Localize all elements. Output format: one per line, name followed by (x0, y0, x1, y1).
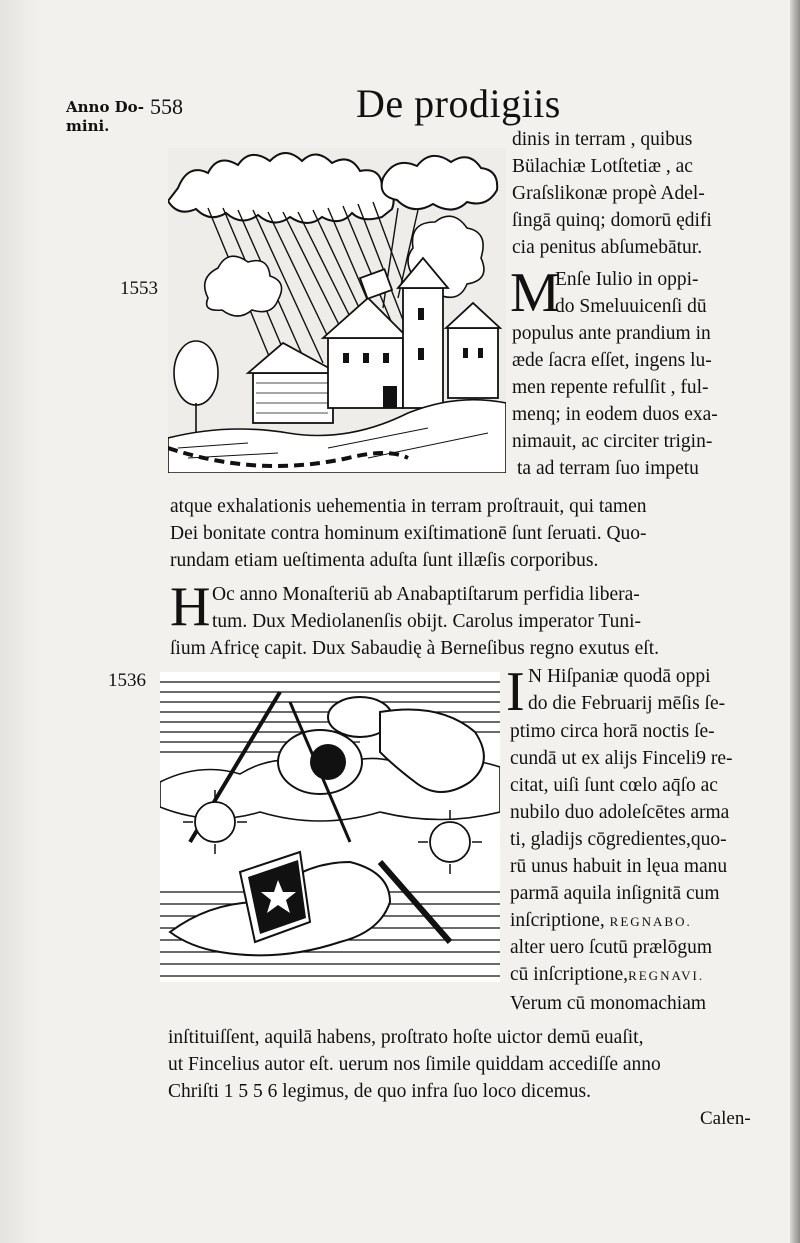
text-line: ſium Africę capit. Dux Sabaudię à Berneſibus regno exutus eſt. (170, 638, 659, 659)
text-line: Chriſti 1 5 5 6 legimus, de quo infra ſuo loco dicemus. (168, 1081, 591, 1102)
text-line: ti, gladijs cōgredientes,quo- (510, 829, 727, 850)
text-line: Enſe Iulio in oppi- (555, 269, 699, 290)
text-line: alter uero ſcutū prælōgum (510, 937, 712, 958)
text-line: do Smeluuicenſi dū (555, 296, 707, 317)
text-line: ſingā quinq; domorū ędifi (512, 210, 712, 231)
text-line: populus ante prandium in (512, 323, 711, 344)
text-line: Verum cū monomachiam (510, 993, 707, 1014)
margin-anno-line1: Anno Do- (66, 98, 144, 116)
text-line: ut Fincelius autor eſt. uerum nos ſimile quiddam accediſſe anno (168, 1054, 661, 1075)
margin-year-1553: 1553 (120, 278, 158, 299)
text-line: inſtituiſſent, aquilā habens, proſtrato hoſte uictor demū euaſit, (168, 1027, 644, 1048)
margin-year-1536: 1536 (108, 670, 146, 691)
text-line: menq; in eodem duos exa- (512, 404, 718, 425)
text-line: Graſslikonæ propè Adel- (512, 183, 705, 204)
page-edge (790, 0, 800, 1243)
text-line: ta ad terram ſuo impetu (517, 458, 699, 479)
inscription-regnabo: REGNABO. (609, 914, 692, 929)
armed-youths-in-sky-woodcut (160, 672, 500, 982)
text-line: men repente refulſit , ful- (512, 377, 709, 398)
text-line: cia penitus abſumebātur. (512, 237, 703, 258)
text-line: æde ſacra eſſet, ingens lu- (512, 350, 712, 371)
fire-from-sky-woodcut (168, 148, 506, 473)
dropcap-i: I (506, 661, 525, 723)
margin-anno-line2: mini. (66, 117, 110, 135)
text-line (510, 909, 692, 934)
text-span: inſcriptione, (510, 910, 605, 931)
inscription-regnavi: REGNAVI. (628, 968, 705, 983)
page-number: 558 (150, 94, 183, 119)
text-line: cundā ut ex alijs Finceli9 re- (510, 748, 733, 769)
text-line: ptimo circa horā noctis ſe- (510, 721, 715, 742)
text-line: nimauit, ac circiter trigin- (512, 431, 713, 452)
text-line: rū unus habuit in lęua manu (510, 856, 728, 877)
text-line: Oc anno Monaſteriū ab Anabaptiſtarum perfidia libera- (212, 584, 640, 605)
running-title: De prodigiis (356, 81, 561, 126)
text-line: tum. Dux Mediolanenſis obijt. Carolus imperator Tuni- (212, 611, 641, 632)
catchword: Calen- (700, 1108, 751, 1129)
text-line: do die Februarij mēſis ſe- (528, 693, 726, 714)
text-line: N Hiſpaniæ quodā oppi (528, 666, 711, 687)
margin-header (66, 98, 144, 136)
text-line (510, 963, 704, 988)
text-line: Bülachiæ Lotſtetiæ , ac (512, 156, 693, 177)
text-line: citat, uiſi ſunt cœlo aq̄ſo ac (510, 775, 718, 796)
text-line: atque exhalationis uehementia in terram proſtrauit, qui tamen (170, 496, 647, 517)
text-line: dinis in terram , quibus (512, 129, 693, 150)
dropcap-m: M (510, 262, 560, 324)
text-line: parmā aquila inſignitā cum (510, 883, 720, 904)
text-line: Dei bonitate contra hominum exiſtimationē ſunt ſeruati. Quo- (170, 523, 647, 544)
text-span: cū inſcriptione, (510, 964, 629, 985)
dropcap-h: H (170, 576, 211, 638)
text-line: nubilo duo adoleſcētes arma (510, 802, 730, 823)
text-line: rundam etiam ueſtimenta aduſta ſunt illæſis corporibus. (170, 550, 599, 571)
gutter-shadow (0, 0, 40, 1243)
